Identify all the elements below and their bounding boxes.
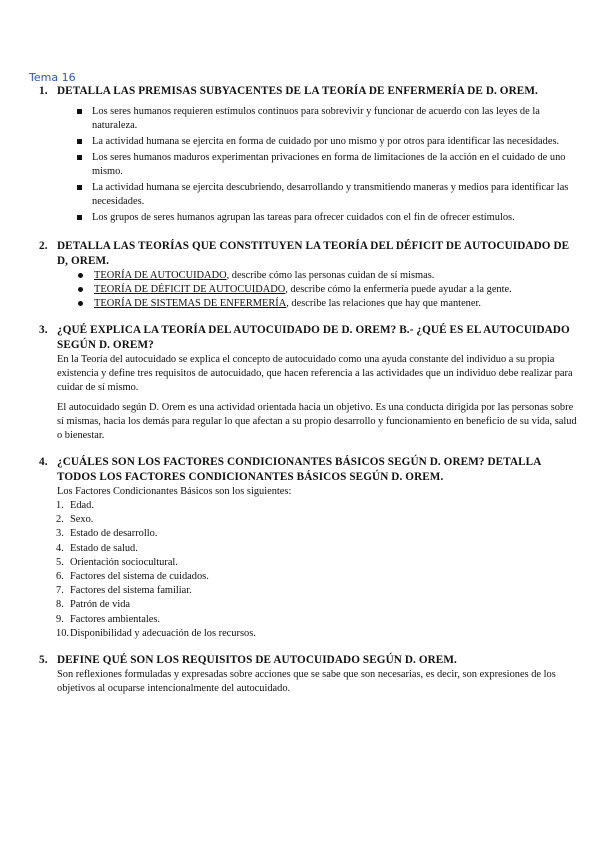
list-item: 2. Sexo. (56, 514, 94, 526)
question-title: DETALLA LAS TEORÍAS QUE CONSTITUYEN LA TEORÍA DEL DÉFICIT DE AUTOCUIDADO DE D, OREM. (57, 240, 570, 267)
premises-list (30, 105, 578, 225)
square-bullet-icon (77, 185, 82, 190)
list-item: 8. Patrón de vida (56, 599, 131, 611)
list-item: La actividad humana se ejercita descubriendo, desarrollando y transmitiendo maneras y medios para identificar las necesidades. (70, 181, 578, 209)
list-item: TEORÍA DE SISTEMAS DE ENFERMERÍA, describe las relaciones que hay que mantener. (70, 297, 578, 311)
list-item: Los grupos de seres humanos agrupan las tareas para ofrecer cuidados con el fin de ofrecer estímulos. (70, 211, 578, 225)
question-number: 4. (39, 456, 48, 468)
list-item: 9. Factores ambientales. (56, 613, 161, 625)
question-title: ¿QUÉ EXPLICA LA TEORÍA DEL AUTOCUIDADO DE D. OREM? B.- ¿QUÉ ES EL AUTOCUIDADO SEGÚN D. OREM? (57, 324, 570, 351)
question-title: DETALLA LAS PREMISAS SUBYACENTES DE LA TEORÍA DE ENFERMERÍA DE D. OREM. (57, 85, 538, 97)
list-item: 6. Factores del sistema de cuidados. (56, 571, 209, 583)
list-item: 3. Estado de desarrollo. (56, 528, 158, 540)
theories-list (30, 269, 578, 311)
question-number: 2. (39, 240, 48, 252)
square-bullet-icon (77, 155, 82, 160)
list-item: 1. Edad. (56, 500, 94, 511)
topic-heading: Tema 16 (29, 71, 76, 84)
paragraph: En la Teoría del autocuidado se explica el concepto de autocuidado como una ayuda constante del individuo a su propia existencia y define tres requisitos de autocuidado, que hacen referencia a las actividades que un individuo debe realizar para cuidar de sí mismo. (57, 354, 573, 393)
paragraph: Son reflexiones formuladas y expresadas sobre acciones que se sabe que son necesarias, es decir, son expresiones de los objetivos al ocuparse intencionalmente del autocuidado. (57, 669, 556, 695)
paragraph: El autocuidado según D. Orem es una actividad orientada hacia un objetivo. Es una conducta dirigida por las personas sobre sí mismas, hacia los demás para regular lo que afectan a su propio desarrollo y funcionamiento en beneficio de su vida, salud o bienestar. (57, 402, 577, 441)
question-number: 5. (39, 654, 48, 667)
list-item: TEORÍA DE AUTOCUIDADO, describe cómo las personas cuidan de sí mismas. (70, 269, 578, 283)
paragraph: Los Factores Condicionantes Básicos son los siguientes: (57, 486, 292, 497)
theory-name: TEORÍA DE AUTOCUIDADO (94, 270, 227, 281)
list-item: 10. Disponibilidad y adecuación de los recursos. (56, 627, 256, 639)
list-item: Los seres humanos requieren estímulos continuos para sobrevivir y funcionar de acuerdo con las leyes de la naturaleza. (70, 105, 578, 133)
list-item: Los seres humanos maduros experimentan privaciones en forma de limitaciones de la acción en el cuidado de uno mismo. (70, 151, 578, 179)
theory-name: TEORÍA DE SISTEMAS DE ENFERMERÍA (94, 298, 287, 309)
dot-bullet-icon (78, 301, 83, 306)
question-3-heading (30, 323, 578, 353)
question-1-heading (30, 84, 578, 99)
dot-bullet-icon (78, 287, 83, 292)
list-item: 7. Factores del sistema familiar. (56, 585, 192, 597)
dot-bullet-icon (78, 273, 83, 278)
square-bullet-icon (77, 139, 82, 144)
question-4-heading (30, 455, 578, 485)
answer-4 (30, 485, 578, 499)
answer-3 (30, 353, 578, 443)
square-bullet-icon (77, 109, 82, 114)
question-number: 3. (39, 324, 48, 336)
question-title: ¿CUÁLES SON LOS FACTORES CONDICIONANTES BÁSICOS SEGÚN D. OREM? DETALLA TODOS LOS FACTORES CONDICIONANTES BÁSICOS SEGÚN D. OREM. (57, 456, 541, 483)
question-number: 1. (39, 85, 48, 97)
list-item: 5. Orientación sociocultural. (56, 556, 178, 568)
list-item: 4. Estado de salud. (56, 542, 138, 554)
list-item: TEORÍA DE DÉFICIT DE AUTOCUIDADO, describe cómo la enfermería puede ayudar a la gente. (70, 283, 578, 297)
square-bullet-icon (77, 215, 82, 220)
factors-list (30, 499, 578, 641)
list-item: La actividad humana se ejercita en forma de cuidado por uno mismo y por otros para identificar las necesidades. (70, 135, 578, 149)
document-content (30, 84, 578, 696)
question-5-heading (30, 653, 578, 668)
theory-name: TEORÍA DE DÉFICIT DE AUTOCUIDADO (94, 284, 286, 295)
question-title: DEFINE QUÉ SON LOS REQUISITOS DE AUTOCUIDADO SEGÚN D. OREM. (57, 654, 457, 667)
answer-5 (30, 668, 578, 696)
question-2-heading (30, 239, 578, 269)
